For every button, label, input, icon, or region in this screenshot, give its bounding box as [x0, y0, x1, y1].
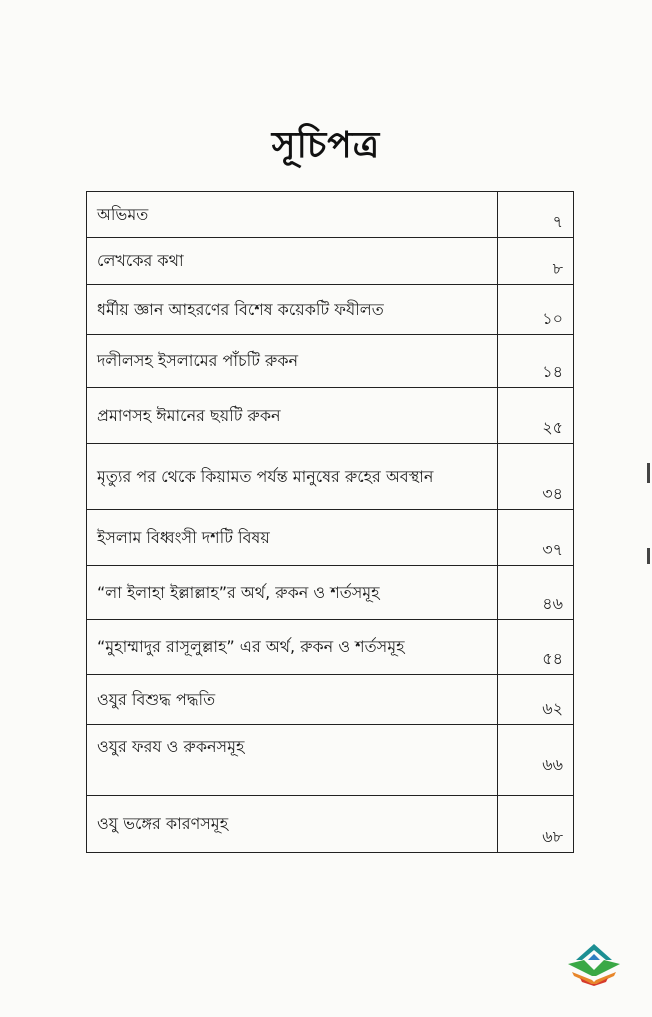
page-title: সূচিপত্র	[271, 124, 381, 166]
toc-row	[87, 796, 574, 853]
toc-entry-page: ৩৭	[497, 510, 573, 566]
toc-row	[87, 566, 574, 620]
table-of-contents	[86, 191, 574, 853]
toc-entry-title: মৃত্যুর পর থেকে কিয়ামত পর্যন্ত মানুষের রুহের অবস্থান	[87, 444, 498, 510]
toc-entry-title: “লা ইলাহা ইল্লাল্লাহ”র অর্থ, রুকন ও শর্তসমূহ	[87, 566, 498, 620]
toc-row	[87, 675, 574, 725]
toc-row	[87, 285, 574, 335]
toc-entry-page: ২৫	[497, 388, 573, 444]
page-edge-mark	[647, 463, 650, 483]
page-edge-mark	[647, 548, 650, 564]
toc-row	[87, 192, 574, 238]
toc-entry-page: ৮	[497, 238, 573, 285]
toc-entry-page: ১৪	[497, 335, 573, 388]
toc-entry-page: ৩৪	[497, 444, 573, 510]
toc-entry-title: ওযুর ফরয ও রুকনসমূহ	[87, 725, 498, 796]
toc-entry-page: ৬৬	[497, 725, 573, 796]
toc-row	[87, 238, 574, 285]
toc-row	[87, 444, 574, 510]
toc-row	[87, 388, 574, 444]
toc-row	[87, 620, 574, 675]
toc-entry-title: প্রমাণসহ ঈমানের ছয়টি রুকন	[87, 388, 498, 444]
toc-entry-title: লেখকের কথা	[87, 238, 498, 285]
toc-entry-page: ৫৪	[497, 620, 573, 675]
toc-entry-page: ৭	[497, 192, 573, 238]
publisher-logo-icon	[566, 940, 622, 986]
toc-entry-page: ৪৬	[497, 566, 573, 620]
toc-row	[87, 725, 574, 796]
toc-entry-page: ৬৮	[497, 796, 573, 853]
toc-entry-title: দলীলসহ ইসলামের পাঁচটি রুকন	[87, 335, 498, 388]
toc-row	[87, 510, 574, 566]
toc-entry-title: ওযু ভঙ্গের কারণসমূহ	[87, 796, 498, 853]
toc-entry-title: ইসলাম বিধ্বংসী দশটি বিষয়	[87, 510, 498, 566]
toc-entry-page: ৬২	[497, 675, 573, 725]
toc-entry-page: ১০	[497, 285, 573, 335]
toc-entry-title: “মুহাম্মাদুর রাসূলুল্লাহ” এর অর্থ, রুকন ও শর্তসমূহ	[87, 620, 498, 675]
toc-row	[87, 335, 574, 388]
toc-entry-title: অভিমত	[87, 192, 498, 238]
toc-entry-title: ওযুর বিশুদ্ধ পদ্ধতি	[87, 675, 498, 725]
toc-entry-title: ধর্মীয় জ্ঞান আহরণের বিশেষ কয়েকটি ফযীলত	[87, 285, 498, 335]
